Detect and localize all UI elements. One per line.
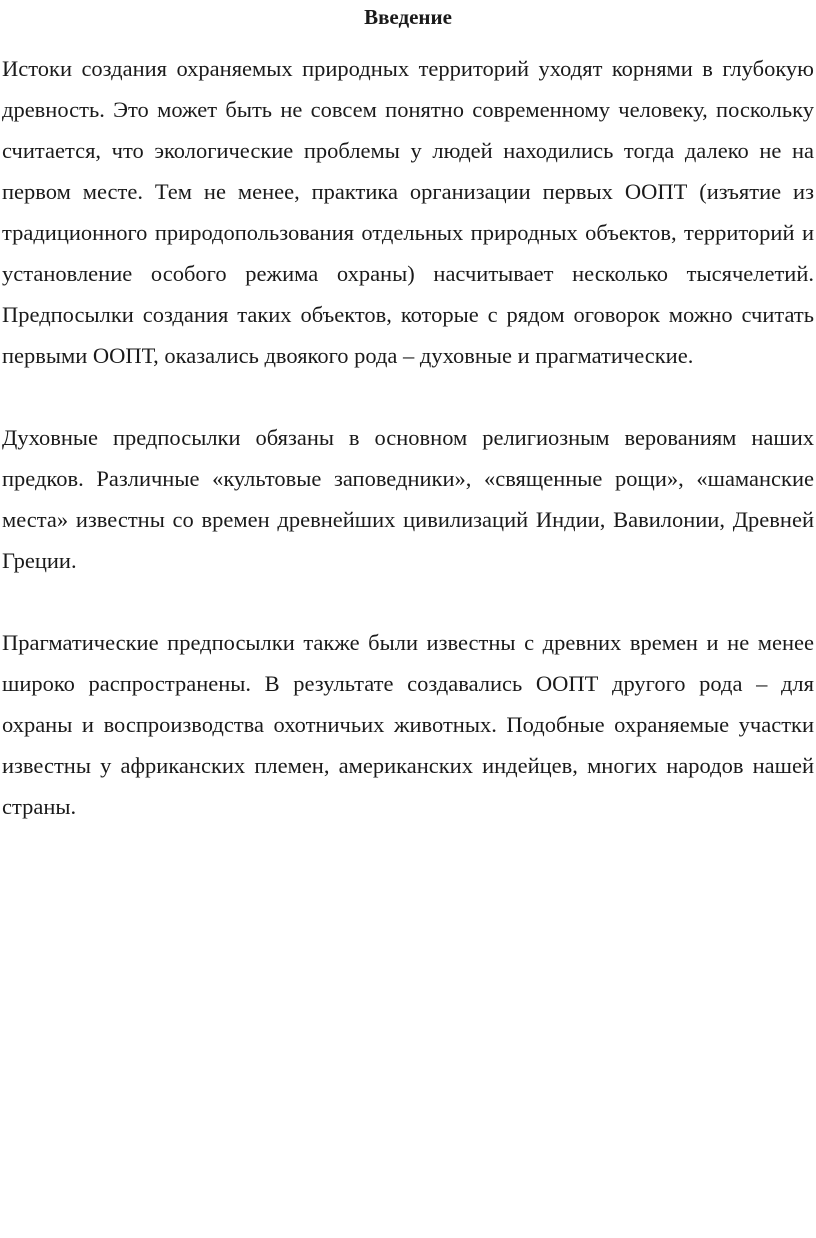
page-title: Введение bbox=[364, 5, 452, 29]
paragraph-spiritual: Духовные предпосылки обязаны в основном религиозным верованиям наших предков. Различные «культовые заповедники», «священные рощи», «шаманские места» известны со времен древнейших цивилизаций Индии, Вавилонии, Древней Греции. bbox=[2, 425, 814, 573]
paragraph-origins: Истоки создания охраняемых природных территорий уходят корнями в глубокую древность. Это может быть не совсем понятно современному человеку, поскольку считается, что экологические проблемы у людей находились тогда далеко не на первом месте. Тем не менее, практика организации первых ООПТ (изъятие из традиционного природопользования отдельных природных объектов, территорий и установление особого режима охраны) насчитывает несколько тысячелетий. Предпосылки создания таких объектов, которые с рядом оговорок можно считать первыми ООПТ, оказались двоякого рода – духовные и прагматические. bbox=[2, 56, 814, 368]
paragraph-pragmatic: Прагматические предпосылки также были известны с древних времен и не менее широко распространены. В результате создавались ООПТ другого рода – для охраны и воспроизводства охотничьих животных. Подобные охраняемые участки известны у африканских племен, американских индейцев, многих народов нашей страны. bbox=[2, 630, 814, 819]
